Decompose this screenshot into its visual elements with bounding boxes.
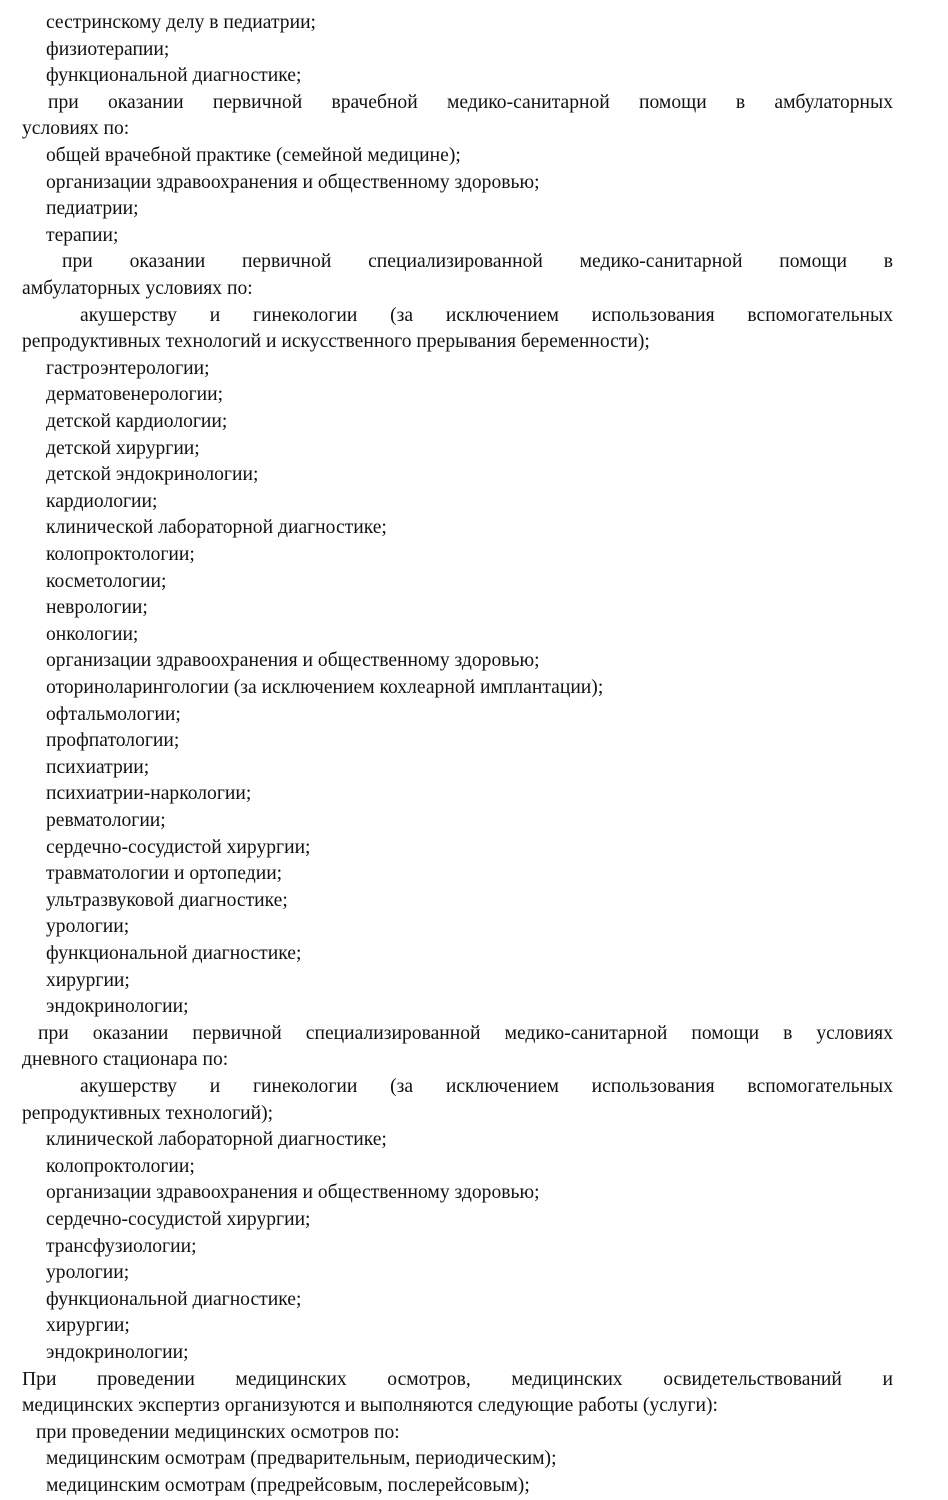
text-line: сердечно-сосудистой хирургии; <box>46 836 311 858</box>
text-line: детской хирургии; <box>46 437 200 459</box>
text-line: общей врачебной практике (семейной медицине); <box>46 145 461 166</box>
text-line: сестринскому делу в педиатрии; <box>46 12 316 33</box>
text-line: колопроктологии; <box>46 1155 195 1177</box>
text-line: гастроэнтерологии; <box>46 357 210 379</box>
text-line: клинической лабораторной диагностике; <box>46 1129 387 1151</box>
text-line: при проведении медицинских осмотров по: <box>36 1421 400 1443</box>
text-line: организации здравоохранения и общественному здоровью; <box>46 650 540 672</box>
text-line: хирургии; <box>46 969 130 991</box>
text-line: При проведении медицинских осмотров, медицинских освидетельствований и <box>22 1368 893 1390</box>
text-line: косметологии; <box>46 570 167 592</box>
text-line: организации здравоохранения и общественному здоровью; <box>46 171 540 193</box>
text-line: клинической лабораторной диагностике; <box>46 517 387 539</box>
text-line: акушерству и гинекологии (за исключением использования вспомогательных <box>80 1076 893 1097</box>
text-line: физиотерапии; <box>46 38 170 60</box>
text-line: педиатрии; <box>46 198 139 220</box>
text-line: дневного стационара по: <box>22 1049 229 1071</box>
text-line: ультразвуковой диагностике; <box>46 889 288 911</box>
text-line: психиатрии-наркологии; <box>46 783 252 805</box>
text-line: медицинских экспертиз организуются и выполняются следующие работы (услуги): <box>22 1395 718 1417</box>
text-line: хирургии; <box>46 1315 130 1337</box>
text-line: офтальмологии; <box>46 703 181 725</box>
text-line: психиатрии; <box>46 756 150 778</box>
text-line: при оказании первичной специализированной медико-санитарной помощи в <box>62 251 893 273</box>
text-line: функциональной диагностике; <box>46 943 302 964</box>
text-line: сердечно-сосудистой хирургии; <box>46 1209 311 1230</box>
text-line: урологии; <box>46 1262 130 1284</box>
text-line: медицинским осмотрам (предрейсовым, послерейсовым); <box>46 1475 530 1496</box>
text-line: ревматологии; <box>46 810 166 831</box>
text-line: травматологии и ортопедии; <box>46 863 283 885</box>
text-line: урологии; <box>46 916 130 938</box>
text-line: при оказании первичной специализированной медико-санитарной помощи в условиях <box>38 1022 893 1044</box>
text-line: при оказании первичной врачебной медико-санитарной помощи в амбулаторных <box>48 91 893 113</box>
text-line: медицинским осмотрам (предварительным, периодическим); <box>46 1448 557 1470</box>
text-line: детской кардиологии; <box>46 411 228 432</box>
text-line: оториноларингологии (за исключением кохлеарной имплантации); <box>46 677 604 698</box>
text-line: эндокринологии; <box>46 996 189 1018</box>
text-line: репродуктивных технологий и искусственного прерывания беременности); <box>22 331 650 353</box>
text-line: онкологии; <box>46 623 139 645</box>
text-line: терапии; <box>46 224 119 246</box>
text-line: дерматовенерологии; <box>46 384 224 406</box>
text-line: профпатологии; <box>46 730 180 752</box>
text-line: трансфузиологии; <box>46 1235 197 1257</box>
text-line: репродуктивных технологий); <box>22 1102 274 1124</box>
text-line: функциональной диагностике; <box>46 65 302 87</box>
text-line: эндокринологии; <box>46 1342 189 1363</box>
text-line: функциональной диагностике; <box>46 1288 302 1310</box>
text-line: акушерству и гинекологии (за исключением использования вспомогательных <box>80 304 893 326</box>
text-line: амбулаторных условиях по: <box>22 278 253 299</box>
text-line: колопроктологии; <box>46 544 195 565</box>
text-line: детской эндокринологии; <box>46 464 259 486</box>
text-line: кардиологии; <box>46 490 158 512</box>
text-line: условиях по: <box>22 118 130 140</box>
text-line: организации здравоохранения и общественному здоровью; <box>46 1182 540 1204</box>
text-line: неврологии; <box>46 597 148 619</box>
